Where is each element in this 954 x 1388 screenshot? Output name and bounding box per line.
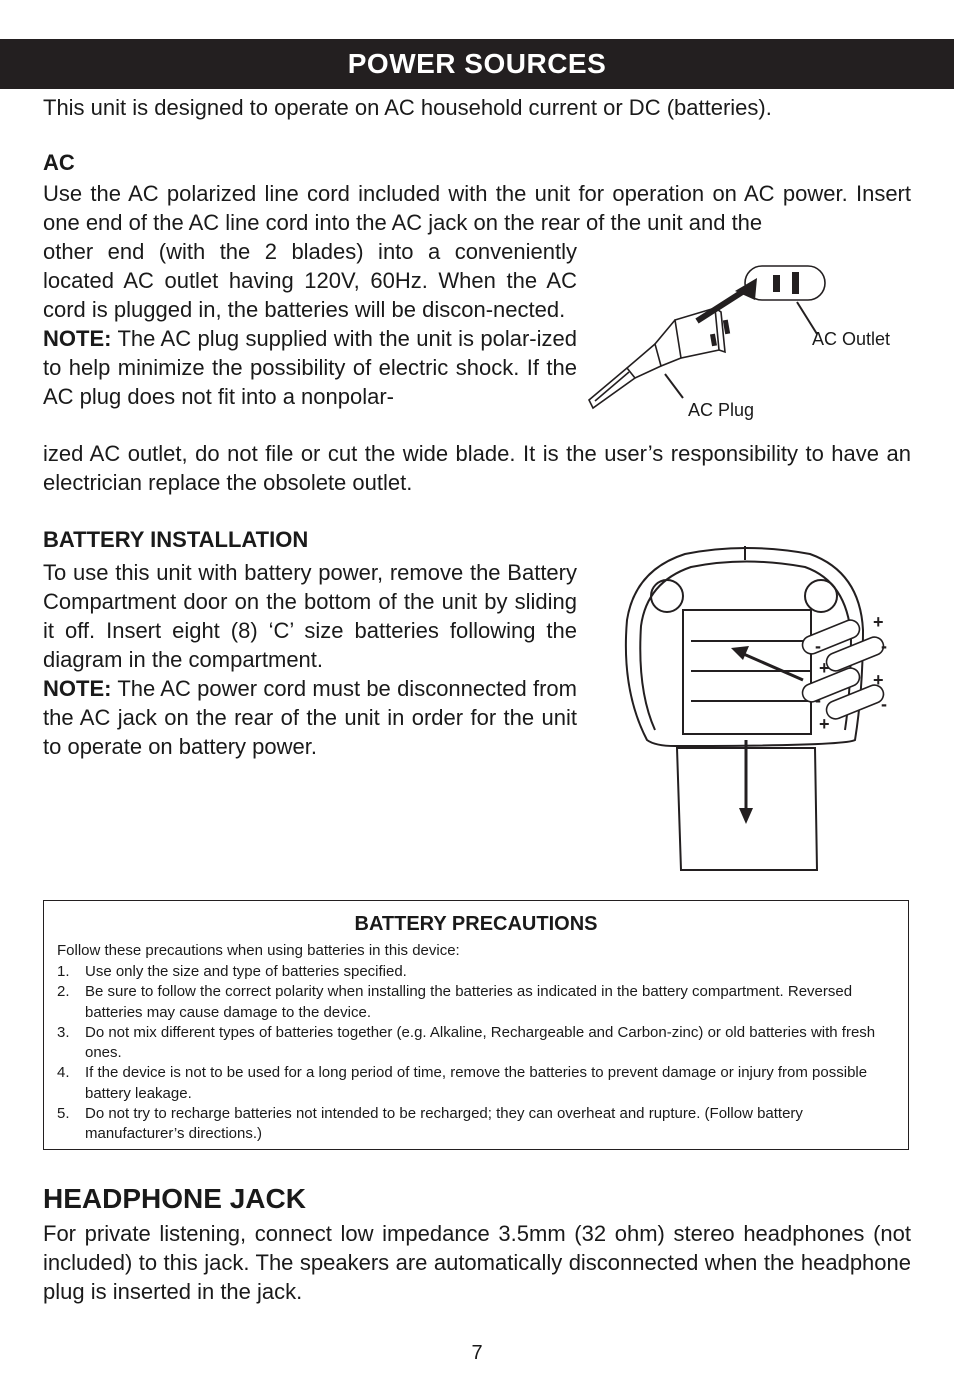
list-item-number: 4. [57, 1064, 70, 1082]
headphone-jack-heading: HEADPHONE JACK [43, 1183, 306, 1214]
ac-plug-icon [589, 308, 725, 408]
polarity-mark: - [815, 636, 821, 656]
precautions-list [57, 962, 897, 1145]
ac-paragraph-full: Use the AC polarized line cord included with the unit for operation on AC power. Insert one end of the AC line cord into the AC jack on the rear of the unit and the [43, 181, 911, 235]
list-item-number: 2. [57, 983, 70, 1001]
ac-heading: AC [43, 150, 75, 175]
list-item-number: 3. [57, 1023, 70, 1041]
list-item-number: 5. [57, 1105, 70, 1123]
page-number: 7 [471, 1342, 483, 1364]
ac-plug-label: AC Plug [688, 400, 755, 420]
page-title: POWER SOURCES [347, 48, 607, 79]
ac-note-label: NOTE: [43, 326, 112, 351]
polarity-mark: - [881, 694, 887, 714]
list-item-text: Use only the size and type of batteries specified. [85, 963, 407, 980]
section-title-banner [0, 39, 954, 89]
polarity-mark: - [881, 636, 887, 656]
battery-installation-heading: BATTERY INSTALLATION [43, 527, 309, 552]
battery-note-label: NOTE: [43, 676, 112, 701]
list-item-text: Do not try to recharge batteries not intended to be recharged; they can overheat and rupture. (Follow battery manufacturer’s directions.) [85, 1105, 803, 1143]
battery-note-text: The AC power cord must be disconnected from the AC jack on the rear of the unit in order for the unit to operate on battery power. [43, 676, 577, 759]
battery-installation-paragraph [43, 558, 577, 761]
list-item [57, 982, 897, 1023]
list-item-text: Be sure to follow the correct polarity when installing the batteries as indicated in the battery compartment. Reversed batteries may cause damage to the device. [85, 983, 853, 1021]
polarity-mark: + [873, 670, 884, 690]
list-item-number: 1. [57, 963, 70, 980]
battery-precautions-box [43, 900, 909, 1150]
polarity-mark: + [819, 714, 830, 734]
list-item [57, 962, 897, 982]
precautions-title: BATTERY PRECAUTIONS [354, 913, 598, 935]
precautions-intro: Follow these precautions when using batteries in this device: [57, 942, 460, 959]
list-item [57, 1023, 897, 1064]
ac-note-continuation: ized AC outlet, do not file or cut the wide blade. It is the user’s responsibility to have an electrician replace the obsolete outlet. [43, 441, 911, 495]
list-item [57, 1104, 897, 1145]
polarity-mark: + [819, 658, 830, 678]
list-item-text: Do not mix different types of batteries together (e.g. Alkaline, Rechargeable and Carbon-zinc) or old batteries with fresh ones. [85, 1023, 876, 1062]
list-item-text: If the device is not to be used for a long period of time, remove the batteries to prevent damage or injury from possible battery leakage. [85, 1064, 868, 1102]
intro-paragraph: This unit is designed to operate on AC household current or DC (batteries). [43, 95, 772, 120]
ac-paragraph-text: other end (with the 2 blades) into a conveniently located AC outlet having 120V, 60Hz. When the AC cord is plugged in, the batteries will be discon-nected. [43, 239, 577, 322]
ac-outlet-icon [745, 266, 825, 300]
ac-outlet-label: AC Outlet [812, 329, 891, 349]
battery-text: To use this unit with battery power, remove the Battery Compartment door on the bottom of the unit by sliding it off. Insert eight (8) ‘C’ size batteries following the diagram in the compartment. [43, 560, 577, 672]
polarity-mark: + [873, 612, 884, 632]
polarity-mark: - [815, 690, 821, 710]
battery-compartment-illustration [615, 540, 905, 875]
ac-paragraph-column [43, 237, 577, 411]
headphone-jack-paragraph: For private listening, connect low impedance 3.5mm (32 ohm) stereo headphones (not included) to this jack. The speakers are automatically disconnected when the headphone plug is inserted in the jack. [43, 1221, 911, 1304]
list-item [57, 1063, 897, 1104]
ac-note-text: The AC plug supplied with the unit is polar-ized to help minimize the possibility of electric shock. If the AC plug does not fit into a nonpolar- [43, 326, 577, 409]
